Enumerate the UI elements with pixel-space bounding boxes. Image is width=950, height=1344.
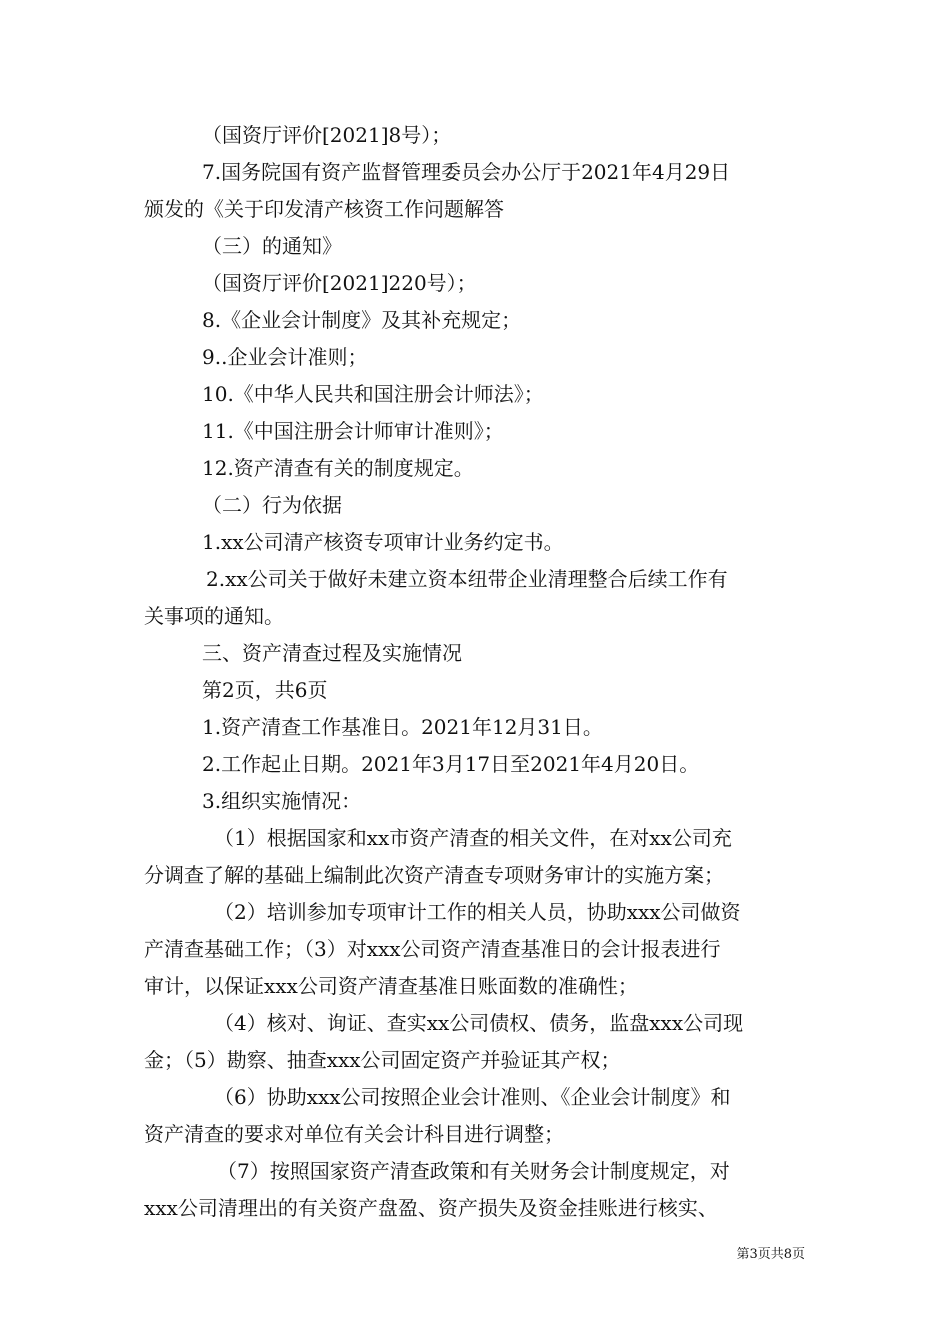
text-line: 3.组织实施情况：: [202, 789, 362, 813]
text-line: （6）协助xxx公司按照企业会计准则、《企业会计制度》和: [214, 1085, 731, 1109]
text-line: 8.《企业会计制度》及其补充规定；: [202, 308, 522, 332]
text-line: 产清查基础工作；（3）对xxx公司资产清查基准日的会计报表进行: [144, 937, 721, 961]
text-line: 2.工作起止日期。2021年3月17日至2021年4月20日。: [202, 752, 700, 776]
text-line: 三、资产清查过程及实施情况: [202, 641, 462, 665]
text-line: 1.xx公司清产核资专项审计业务约定书。: [202, 530, 564, 554]
text-line: 1.资产清查工作基准日。2021年12月31日。: [202, 715, 603, 739]
text-line: 10.《中华人民共和国注册会计师法》；: [202, 382, 544, 406]
text-line: （二）行为依据: [202, 493, 342, 517]
text-line: 9..企业会计准则；: [202, 345, 368, 369]
text-line: 金；（5）勘察、抽查xxx公司固定资产并验证其产权；: [144, 1048, 621, 1072]
page-number-footer: 第3页共8页: [736, 1247, 805, 1262]
text-line: （1）根据国家和xx市资产清查的相关文件，在对xx公司充: [214, 826, 732, 850]
text-line: （三）的通知》: [202, 234, 342, 258]
text-line: 第2页，共6页: [202, 678, 328, 702]
text-line: （7）按照国家资产清查政策和有关财务会计制度规定，对: [217, 1159, 730, 1183]
text-line: 11.《中国注册会计师审计准则》；: [202, 419, 504, 443]
text-line: 关事项的通知。: [144, 604, 284, 628]
text-line: （国资厅评价[2021]220号）；: [202, 271, 477, 295]
text-line: （4）核对、询证、查实xx公司债权、债务，监盘xxx公司现: [214, 1011, 744, 1035]
text-line: 7.国务院国有资产监督管理委员会办公厅于2021年4月29日: [202, 160, 731, 184]
text-line: xxx公司清理出的有关资产盘盈、资产损失及资金挂账进行核实、: [144, 1196, 718, 1220]
text-line: 审计，以保证xxx公司资产清查基准日账面数的准确性；: [144, 974, 638, 998]
document-body: [144, 117, 810, 1227]
text-line: 分调查了解的基础上编制此次资产清查专项财务审计的实施方案；: [144, 863, 724, 887]
text-line: （2）培训参加专项审计工作的相关人员，协助xxx公司做资: [214, 900, 741, 924]
text-line: 颁发的《关于印发清产核资工作问题解答: [144, 197, 504, 221]
text-line: （国资厅评价[2021]8号）；: [202, 123, 452, 147]
text-line: 2.xx公司关于做好未建立资本纽带企业清理整合后续工作有: [206, 567, 728, 591]
text-line: 资产清查的要求对单位有关会计科目进行调整；: [144, 1122, 564, 1146]
text-line: 12.资产清查有关的制度规定。: [202, 456, 474, 480]
